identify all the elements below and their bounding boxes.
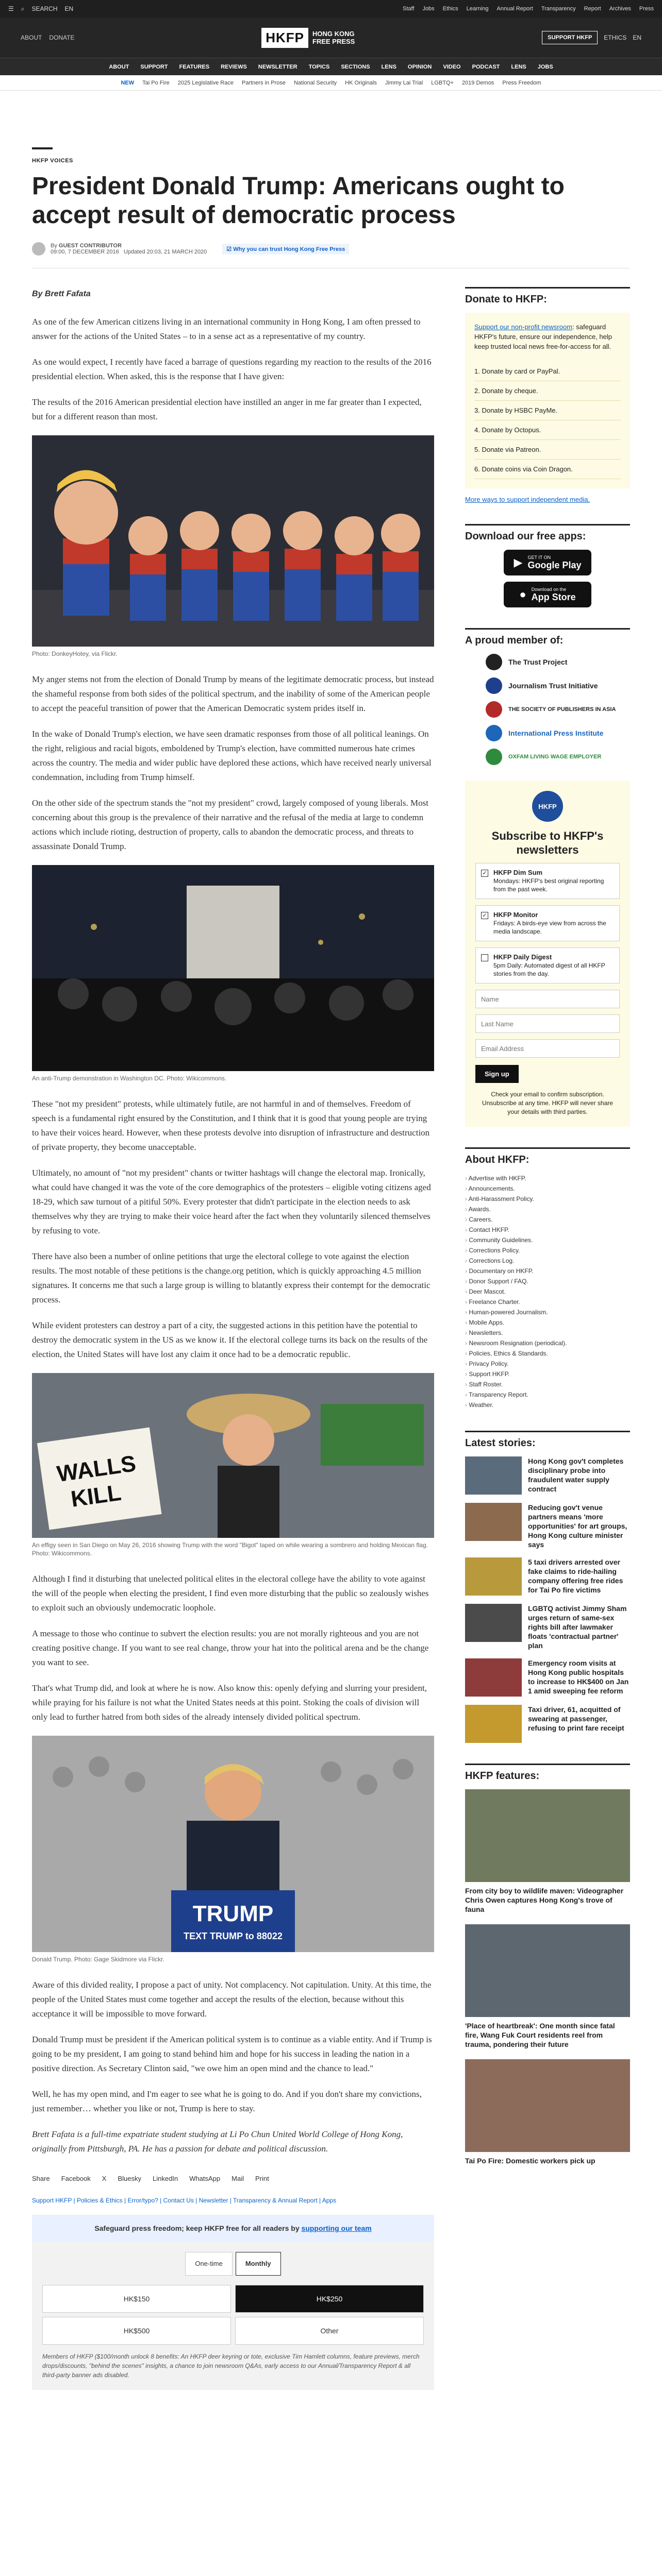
feature-item[interactable]: 'Place of heartbreak': One month since fatal fire, Wang Fuk Court residents reel from trauma, pondering their future <box>465 1924 630 2049</box>
nav-item[interactable]: SECTIONS <box>341 63 370 70</box>
nav-item[interactable]: ABOUT <box>109 63 129 70</box>
about-link[interactable]: › Community Guidelines. <box>465 1235 630 1245</box>
paragraph: That's what Trump did, and look at where he is now. Also know this: openly defying and slurring your president, while praying for his failure is not what the United States needs at this point. Stoking the coals of division will only lead to further hatred from both sides of the already intensely divided political spectrum. <box>32 1683 427 1722</box>
top-link[interactable]: Report <box>584 6 601 12</box>
share-print[interactable]: Print <box>255 2175 269 2182</box>
photo-caption: Photo: DonkeyHotey, via Flickr. <box>32 650 118 657</box>
ethics-link[interactable]: ETHICS <box>604 34 627 41</box>
paragraph: In the wake of Donald Trump's election, we have seen dramatic responses from those of all political leanings. On the right, religious and racial bigots, emboldened by Trump's election, have committed numerous hate crimes across the country. The media and wider public have deplored these actions, which have received nearly universal condemnation, including from Trump himself. <box>32 729 432 782</box>
top-link[interactable]: Learning <box>466 6 489 12</box>
latest-title: Latest stories: <box>465 1431 630 1449</box>
amount-option-selected[interactable]: HK$250 <box>235 2285 424 2313</box>
story-thumbnail <box>465 1658 522 1697</box>
paragraph: There have also been a number of online petitions that urge the electoral college to vote against the election results. The most notable of these petitions is the change.org petition, which is quickly approaching 4.5 million signatures. It concerns me that such a large group is willing to blatantly express their contempt for the democratic process. <box>32 1251 431 1304</box>
paragraph: On the other side of the spectrum stands the "not my president" crowd, largely composed of young liberals. Most concerning about this group is the prevalence of their narrative and the refusal of the media at large to condemn actions which include rioting, destruction of property, calls to abandon the democratic process, and threats to assassinate Donald Trump. <box>32 798 428 851</box>
about-link[interactable]: › Weather. <box>465 1400 630 1410</box>
member-sopa[interactable]: THE SOCIETY OF PUBLISHERS IN ASIA <box>486 701 630 718</box>
paragraph: Although I find it disturbing that unelected political elites in the electoral college have the ability to vote against the will of the people when electing the president, I find even more disturbing that the public so zealously wishes to exploit such an obviously undemocratic loophole. <box>32 1574 429 1613</box>
trust-link[interactable]: ☑ Why you can trust Hong Kong Free Press <box>222 244 349 255</box>
jti-icon <box>486 677 502 694</box>
google-play-icon: ▶ <box>514 556 523 569</box>
story-thumbnail <box>465 1705 522 1743</box>
byline <box>32 242 630 256</box>
about-link[interactable]: › Advertise with HKFP. <box>465 1173 630 1183</box>
feature-item[interactable]: From city boy to wildlife maven: Videographer Chris Owen captures Hong Kong's trove of fauna <box>465 1789 630 1914</box>
share-x[interactable]: X <box>102 2175 107 2182</box>
donate-form <box>32 2242 434 2390</box>
caricature-illustration <box>32 435 434 647</box>
story-thumbnail <box>465 1503 522 1541</box>
checkbox-checked-icon[interactable]: ✓ <box>481 912 488 919</box>
paragraph: Donald Trump must be president if the American political system is to continue as a viable entity. And if Trump is going to be my president, I am going to stand behind him and hope for his success in leading the nation in a positive direction. As Secretary Clinton said, "we owe him an open mind and the chance to lead." <box>32 2035 432 2073</box>
story-thumbnail <box>465 1557 522 1596</box>
search-icon[interactable]: ⌕ <box>21 5 25 12</box>
story-item[interactable]: Hong Kong gov't completes disciplinary probe into fraudulent water supply contract <box>465 1456 630 1495</box>
story-thumbnail <box>465 1604 522 1642</box>
newsletter-title: Subscribe to HKFP's newsletters <box>491 829 604 856</box>
article-author: By Brett Fafata <box>32 290 91 298</box>
subnav-item[interactable]: Tai Po Fire <box>142 79 170 86</box>
main-nav <box>0 58 662 75</box>
features-title: HKFP features: <box>465 1764 630 1782</box>
about-link[interactable]: › Privacy Policy. <box>465 1359 630 1369</box>
freq-monthly[interactable]: Monthly <box>236 2252 281 2276</box>
sopa-icon <box>486 701 502 718</box>
member-trust-project[interactable]: The Trust Project <box>486 654 630 670</box>
photo-caption: An effigy seen in San Diego on May 26, 2016 showing Trump with the word "Bigot" taped on while wearing a sombrero and holding Mexican flag. Photo: Wikicommons. <box>32 1541 428 1557</box>
app-store-button[interactable]: ● Download on the App Store <box>504 582 591 607</box>
paragraph: Aware of this divided reality, I propose a pact of unity. Not complacency. Not capitulation. Unity. At this time, the people of the United States must come together and accept the results of the election, because without this acceptance it will be impossible to move forward. <box>32 1980 432 2019</box>
share-label: Share <box>32 2175 50 2182</box>
story-item[interactable]: Reducing gov't venue partners means 'more opportunities' for art groups, Hong Kong culture minister says <box>465 1503 630 1549</box>
apps-title: Download our free apps: <box>465 524 630 543</box>
subnav-item[interactable]: 2019 Demos <box>461 79 494 86</box>
footer-link[interactable]: Support HKFP <box>32 2197 72 2204</box>
donate-option[interactable]: 5. Donate via Patreon. <box>474 440 621 460</box>
latest-stories <box>465 1456 630 1743</box>
about-link[interactable]: › Newsroom Resignation (periodical). <box>465 1338 630 1348</box>
donate-title: Donate to HKFP: <box>465 287 630 306</box>
sidebar <box>465 287 630 2390</box>
story-item[interactable]: Taxi driver, 61, acquitted of swearing at passenger, refusing to print fare receipt <box>465 1705 630 1743</box>
hkfp-badge-icon: HKFP <box>532 791 563 822</box>
menu-icon[interactable]: ☰ <box>8 5 14 12</box>
paragraph: Ultimately, no amount of "not my president" chants or twitter hashtags will change the electoral map. Ironically, what could have changed it was the vote of the core demographics of the protesters – eligible voting citizens aged 18-29, which saw turnout of a pitiful 50%. Every protester that didn't participate in the election needs to ask themselves why they are trying to make their voice heard after the fact when they voluntarily silenced themselves by refusing to vote. <box>32 1168 431 1235</box>
top-link[interactable]: Transparency <box>541 6 576 12</box>
top-link[interactable]: Staff <box>403 6 415 12</box>
about-link[interactable]: › Human-powered Journalism. <box>465 1307 630 1317</box>
logo-line-1: HONG KONG <box>312 30 355 38</box>
article-title: President Donald Trump: Americans ought to accept result of democratic process <box>32 173 565 229</box>
member-oxfam[interactable]: OXFAM LIVING WAGE EMPLOYER <box>486 749 630 765</box>
subnav-item[interactable]: 2025 Legislative Race <box>177 79 234 86</box>
podium-trump: TRUMP <box>192 1901 274 1926</box>
member-benefits: Members of HKFP ($100/month unlock 8 benefits: An HKFP deer keyring or tote, exclusive Tim Hamlett columns, feature previews, merch drops/discounts, "behind the scenes" insights, a chance to join newsroom Q&As, early access to our Annual/Transparency Report & all third-party banner ads disabled. <box>42 2353 420 2379</box>
new-badge: NEW <box>121 79 135 86</box>
donate-support-link[interactable]: Support our non-profit newsroom <box>474 323 573 331</box>
about-link[interactable]: › Awards. <box>465 1204 630 1214</box>
author-bio: Brett Fafata is a full-time expatriate student studying at Li Po Chun United World College of Hong Kong, originally from Pittsburgh, PA. He has a passion for debate and political discussion. <box>32 2129 403 2154</box>
trust-project-icon <box>486 654 502 670</box>
about-link[interactable]: › Policies, Ethics & Standards. <box>465 1348 630 1359</box>
logo-line-2: FREE PRESS <box>312 38 355 45</box>
about-link[interactable]: › Anti-Harassment Policy. <box>465 1194 630 1204</box>
share-mail[interactable]: Mail <box>231 2175 244 2182</box>
subnav-item[interactable]: Press Freedom <box>502 79 541 86</box>
newsletter-note: Check your email to confirm subscription. Unsubscribe at any time. HKFP will never share your details with third parties. <box>482 1091 613 1115</box>
about-title: About HKFP: <box>465 1147 630 1166</box>
donate-link[interactable]: DONATE <box>49 34 75 41</box>
story-item[interactable]: Emergency room visits at Hong Kong public hospitals to increase to HK$400 on Jan 1 amid sweeping fee reform <box>465 1658 630 1697</box>
subnav-item[interactable]: National Security <box>293 79 337 86</box>
about-link[interactable]: › Corrections Log. <box>465 1256 630 1266</box>
footer-link[interactable]: Contact Us <box>163 2197 194 2204</box>
logo-mark: HKFP <box>261 28 308 48</box>
donate-option[interactable]: 2. Donate by cheque. <box>474 381 621 401</box>
donate-option[interactable]: 1. Donate by card or PayPal. <box>474 362 621 381</box>
updated-date: Updated 20:03, 21 MARCH 2020 <box>123 249 207 255</box>
footer-links: Support HKFP | Policies & Ethics | Error/typo? | Contact Us | Newsletter | Transparency & Annual Report | Apps <box>32 2197 337 2204</box>
last-name-field[interactable] <box>475 1014 620 1033</box>
nav-item[interactable]: TOPICS <box>308 63 330 70</box>
footer-link[interactable]: Apps <box>322 2197 337 2204</box>
donate-panel: Support our non-profit newsroom: safeguard HKFP's future, ensure our independence, help keep trusted local news free-for-access for all. 1. Donate by card or PayPal. 2. Donate by cheque. 3. Donate by HSBC PayMe. 4. Donate by Octopus. 5. Donate via Patreon. 6. Donate coins via Coin Dragon. <box>465 313 630 488</box>
apple-icon: ● <box>519 588 526 601</box>
newsletter-signup <box>465 781 630 1127</box>
newsletter-option[interactable]: ✓ HKFP Dim Sum Mondays: HKFP's best original reporting from the past week. <box>475 863 620 899</box>
nav-item[interactable]: LENS <box>381 63 396 70</box>
sign-text-kill: KILL <box>69 1480 123 1512</box>
photo-effigy <box>32 1373 434 1538</box>
top-link[interactable]: Jobs <box>422 6 435 12</box>
subnav-item[interactable]: LGBTQ+ <box>431 79 454 86</box>
nav-item[interactable]: NEWSLETTER <box>258 63 297 70</box>
nav-item[interactable]: OPINION <box>407 63 432 70</box>
footer-link[interactable]: Transparency & Annual Report <box>233 2197 318 2204</box>
signup-button[interactable]: Sign up <box>475 1065 519 1083</box>
support-team-link[interactable]: supporting our team <box>301 2224 372 2232</box>
nav-item[interactable]: JOBS <box>537 63 553 70</box>
about-link[interactable]: › Freelance Charter. <box>465 1297 630 1307</box>
name-field[interactable] <box>475 990 620 1008</box>
oxfam-icon <box>486 749 502 765</box>
about-link[interactable]: › Documentary on HKFP. <box>465 1266 630 1276</box>
story-item[interactable]: LGBTQ activist Jimmy Sham urges return of same-sex rights bill after lawmaker floats 'contractual partner' plan <box>465 1604 630 1650</box>
share-facebook[interactable]: Facebook <box>61 2175 91 2182</box>
site-logo[interactable] <box>261 28 355 48</box>
google-play-button[interactable]: ▶ GET IT ON Google Play <box>504 550 591 575</box>
more-ways-link[interactable]: More ways to support independent media. <box>465 496 590 503</box>
article-body <box>32 287 434 2390</box>
checkbox-icon[interactable] <box>481 954 488 961</box>
trump-rally-image <box>32 1736 434 1952</box>
article-kicker[interactable]: HKFP VOICES <box>32 158 73 164</box>
feature-thumbnail <box>465 1924 630 2017</box>
author-avatar <box>32 242 45 256</box>
paragraph: As one would expect, I recently have faced a barrage of questions regarding my reaction to the results of the 2016 presidential election. When asked, this is the response that I have given: <box>32 357 432 381</box>
byline-author[interactable]: GUEST CONTRIBUTOR <box>58 243 122 249</box>
amount-option[interactable]: HK$500 <box>42 2317 231 2345</box>
safeguard-banner: Safeguard press freedom; keep HKFP free for all readers by supporting our team <box>32 2215 434 2242</box>
email-field[interactable] <box>475 1039 620 1058</box>
amount-option-other[interactable]: Other <box>235 2317 424 2345</box>
subnav-item[interactable]: Jimmy Lai Trial <box>385 79 423 86</box>
share-bluesky[interactable]: Bluesky <box>118 2175 141 2182</box>
member-ipi[interactable]: International Press Institute <box>486 725 630 741</box>
photo-trump-rally <box>32 1736 434 1952</box>
paragraph: As one of the few American citizens living in an international community in Hong Kong, I am often pressed to answer for the actions of the United States – to in a sense act as a representative of my country. <box>32 317 421 341</box>
about-link[interactable]: › Announcements. <box>465 1183 630 1194</box>
top-link[interactable]: Annual Report <box>496 6 533 12</box>
about-link[interactable]: ABOUT <box>21 34 42 41</box>
share-bar <box>32 2172 434 2186</box>
photo-caricatures <box>32 435 434 647</box>
sub-nav <box>0 75 662 91</box>
member-title: A proud member of: <box>465 628 630 647</box>
donate-option[interactable]: 6. Donate coins via Coin Dragon. <box>474 460 621 479</box>
share-linkedin[interactable]: LinkedIn <box>153 2175 178 2182</box>
nav-item[interactable]: FEATURES <box>179 63 210 70</box>
subnav-item[interactable]: HK Originals <box>345 79 377 86</box>
footer-link[interactable]: Newsletter <box>198 2197 228 2204</box>
top-bar <box>0 0 662 18</box>
about-link[interactable]: › Mobile Apps. <box>465 1317 630 1328</box>
podium-text: TEXT TRUMP to 88022 <box>184 1931 283 1941</box>
about-link[interactable]: › Donor Support / FAQ. <box>465 1276 630 1286</box>
support-button[interactable]: SUPPORT HKFP <box>542 31 598 44</box>
paragraph: The results of the 2016 American presidential election have instilled an anger in me far greater than I expected, but for a different reason than most. <box>32 397 422 421</box>
sign-text-walls: WALLS <box>55 1451 138 1487</box>
feature-thumbnail <box>465 1789 630 1882</box>
about-link[interactable]: › Staff Roster. <box>465 1379 630 1389</box>
top-link[interactable]: Archives <box>609 6 631 12</box>
about-link[interactable]: › Careers. <box>465 1214 630 1225</box>
paragraph: My anger stems not from the election of Donald Trump by means of the legitimate democratic process, but instead the shameful response from both sides of the political spectrum, and the inability of some of the American people to accept the peaceful transition of power that the American Democratic system prides itself in. <box>32 674 434 713</box>
paragraph: Well, he has my open mind, and I'm eager to see what he is going to do. And if you don't share my convictions, just remember… whether you like or not, Trump is here to stay. <box>32 2089 422 2113</box>
protest-crowd-image <box>32 865 434 1071</box>
effigy-image <box>32 1373 434 1538</box>
photo-caption: An anti-Trump demonstration in Washington DC. Photo: Wikicommons. <box>32 1075 227 1082</box>
newsletter-option[interactable]: HKFP Daily Digest 5pm Daily: Automated digest of all HKFP stories from the day. <box>475 947 620 984</box>
subnav-item[interactable]: Partners in Prose <box>241 79 286 86</box>
nav-item[interactable]: REVIEWS <box>221 63 247 70</box>
photo-caption: Donald Trump. Photo: Gage Skidmore via Flickr. <box>32 1956 164 1963</box>
checkbox-checked-icon[interactable]: ✓ <box>481 870 488 877</box>
footer-link[interactable]: Policies & Ethics <box>76 2197 123 2204</box>
paragraph: While evident protesters can destroy a part of a city, the suggested actions in this petition have the potential to destroy the democratic system in the US as we know it. If the electoral college turns its back on the results of the election, the United States will have lost any claim it once had to be a democratic republic. <box>32 1320 428 1359</box>
newsletter-option[interactable]: ✓ HKFP Monitor Fridays: A birds-eye view from across the media landscape. <box>475 905 620 941</box>
nav-item[interactable]: VIDEO <box>443 63 461 70</box>
publish-date: 09:00, 7 DECEMBER 2016 <box>51 249 119 255</box>
feature-thumbnail <box>465 2059 630 2152</box>
nav-item[interactable]: LENS <box>511 63 526 70</box>
about-link[interactable]: › Corrections Policy. <box>465 1245 630 1256</box>
header-rule <box>32 147 53 149</box>
footer-link[interactable]: Error/typo? <box>127 2197 158 2204</box>
top-link[interactable]: Ethics <box>442 6 458 12</box>
about-link[interactable]: › Support HKFP. <box>465 1369 630 1379</box>
about-link[interactable]: › Newsletters. <box>465 1328 630 1338</box>
search-link[interactable]: SEARCH <box>31 5 58 12</box>
amount-option[interactable]: HK$150 <box>42 2285 231 2313</box>
by-label: By <box>51 243 57 249</box>
story-item[interactable]: 5 taxi drivers arrested over fake claims to ride-hailing company offering free rides for Tai Po fire victims <box>465 1557 630 1596</box>
nav-item[interactable]: SUPPORT <box>140 63 168 70</box>
freq-one-time[interactable]: One-time <box>185 2252 232 2276</box>
share-whatsapp[interactable]: WhatsApp <box>189 2175 221 2182</box>
paragraph: A message to those who continue to subvert the election results: you are not morally righteous and you are not creating positive change. If you want to see real change, throw your hat into the political arena and be the change you want to see. <box>32 1629 429 1667</box>
masthead <box>0 18 662 58</box>
about-link[interactable]: › Contact HKFP. <box>465 1225 630 1235</box>
paragraph: These "not my president" protests, while ultimately futile, are not harmful in and of themselves. Freedom of speech is a fundamental right ensured by the Constitution, and I think that it is good that young people are trying to have their voices heard. However, when these protests devolve into disruption of infrastructure and destruction of private property, they become unacceptable. <box>32 1099 430 1152</box>
about-link[interactable]: › Deer Mascot. <box>465 1286 630 1297</box>
ipi-icon <box>486 725 502 741</box>
feature-item[interactable]: Tai Po Fire: Domestic workers pick up <box>465 2059 630 2165</box>
photo-protest-dc <box>32 865 434 1071</box>
about-links <box>465 1173 630 1410</box>
top-links <box>403 6 654 12</box>
top-link[interactable]: Press <box>639 6 654 12</box>
lang-toggle[interactable]: EN <box>64 5 74 12</box>
member-jti[interactable]: Journalism Trust Initiative <box>486 677 630 694</box>
donate-option[interactable]: 3. Donate by HSBC PayMe. <box>474 401 621 420</box>
lang-link[interactable]: EN <box>633 34 641 41</box>
nav-item[interactable]: PODCAST <box>472 63 500 70</box>
story-thumbnail <box>465 1456 522 1495</box>
about-link[interactable]: › Transparency Report. <box>465 1389 630 1400</box>
donate-option[interactable]: 4. Donate by Octopus. <box>474 420 621 440</box>
